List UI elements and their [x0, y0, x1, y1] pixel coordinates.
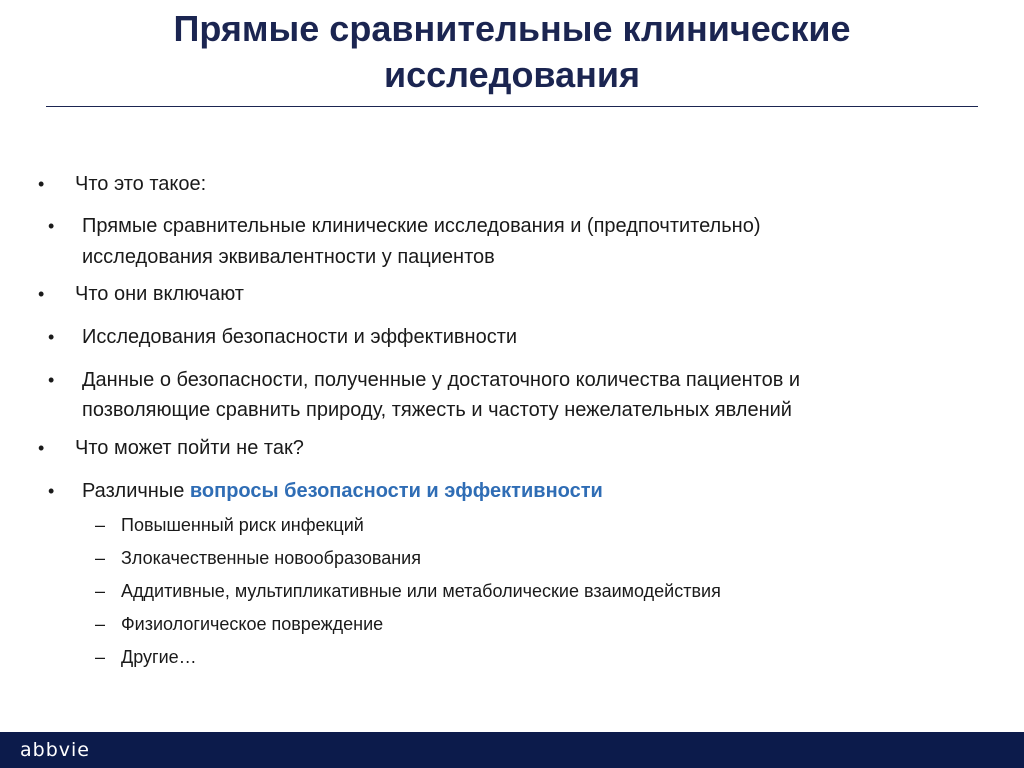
abbvie-logo: abbvie	[20, 739, 90, 761]
bullet-icon: •	[48, 327, 55, 347]
title-line-2: исследования	[384, 54, 640, 95]
sub-item: Аддитивные, мультипликативные или метаболические взаимодействия	[121, 581, 721, 601]
bullet-icon: •	[38, 438, 45, 458]
bullet-icon: •	[38, 284, 45, 304]
bullet-what-is-it: Что это такое:	[75, 173, 207, 195]
slide-title	[40, 6, 984, 98]
bullet-icon: •	[38, 174, 45, 194]
bullet-icon: •	[48, 481, 55, 501]
dash-icon: –	[95, 581, 106, 601]
sub-item: Повышенный риск инфекций	[121, 515, 364, 535]
definition-line-2: исследования эквивалентности у пациентов	[82, 246, 495, 268]
sub-item: Другие…	[121, 647, 197, 667]
dash-icon: –	[95, 614, 106, 634]
bullet-icon: •	[48, 370, 55, 390]
safety-data-line-2: позволяющие сравнить природу, тяжесть и частоту нежелательных явлений	[82, 399, 792, 421]
sub-item: Злокачественные новообразования	[121, 548, 421, 568]
dash-icon: –	[95, 647, 106, 667]
title-divider	[46, 106, 978, 107]
safety-data-line-1: Данные о безопасности, полученные у достаточного количества пациентов и	[82, 369, 801, 391]
title-line-1: Прямые сравнительные клинические	[173, 8, 851, 49]
footer-bar	[0, 732, 1024, 768]
bullet-what-included: Что они включают	[75, 283, 244, 305]
various-issues	[82, 477, 603, 505]
various-highlight: вопросы безопасности и эффективности	[189, 480, 603, 502]
dash-icon: –	[95, 515, 106, 535]
sub-item: Физиологическое повреждение	[121, 614, 384, 634]
dash-icon: –	[95, 548, 106, 568]
bullet-icon: •	[48, 216, 55, 236]
various-prefix: Различные	[82, 480, 190, 502]
safety-efficacy-studies: Исследования безопасности и эффективности	[82, 326, 518, 348]
definition-line-1: Прямые сравнительные клинические исследования и (предпочтительно)	[82, 215, 761, 237]
bullet-what-can-go-wrong: Что может пойти не так?	[75, 437, 304, 459]
